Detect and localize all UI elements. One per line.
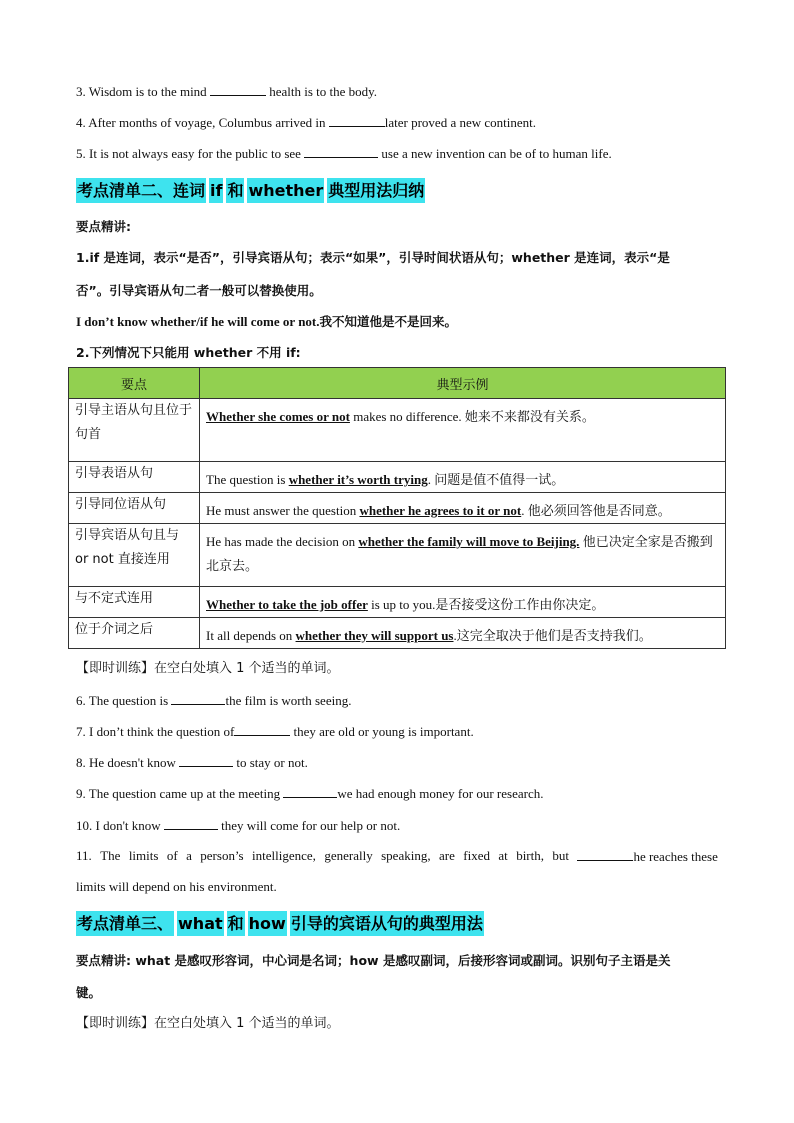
exercise-10 [76,816,400,835]
word: limits [128,848,159,863]
exercise-text: to stay or not. [236,755,308,770]
column-header-example: 典型示例 [200,368,726,399]
table-row [69,462,726,493]
heading-part: if [209,178,223,203]
exercise-text: 7. I don’t think the question of [76,724,235,739]
heading-part: whether [247,178,324,203]
answer-blank[interactable] [164,816,218,830]
key-points-label: 要点精讲: [76,219,131,234]
exercise-text: we had enough money for our research. [337,786,544,801]
exercise-text: 3. Wisdom is to the mind [76,84,207,99]
example-english: I don’t know whether/if he will come or not. [76,314,320,329]
exercise-3 [76,82,377,101]
exercise-text: 9. The question came up at the meeting [76,786,284,801]
exercise-text: use a new invention can be of to human life. [381,146,612,161]
heading-part: how [248,911,287,936]
exercise-text: 8. He doesn't know [76,755,180,770]
drill-label: 【即时训练】在空白处填入 1 个适当的单词。 [76,1016,340,1031]
example-sentence [76,313,457,331]
table-cell-example: It all depends on whether they will support us.这完全取决于他们是否支持我们。 [200,618,726,649]
underlined-clause: whether he agrees to it or not [359,503,522,518]
exercise-text: the film is worth seeing. [225,693,352,708]
word: The [100,848,121,863]
exercise-9 [76,784,543,803]
table-cell-point: 引导宾语从句且与 or not 直接连用 [69,524,200,587]
rule-1-line-1: 1.if 是连词，表示“是否”，引导宾语从句；表示“如果”，引导时间状语从句；whether 是连词，表示“是 [76,250,670,265]
key-points-line-2: 键。 [76,985,102,1000]
word: are [438,848,455,863]
word: fixed [463,848,490,863]
underlined-clause: whether the family will move to Beijing. [358,534,580,549]
example-chinese: 我不知道他是不是回来。 [319,314,458,329]
word: birth, [516,848,544,863]
word: of [166,848,178,863]
table-header-row [69,368,726,399]
table-cell-point: 位于介词之后 [69,618,200,649]
exercise-text: 5. It is not always easy for the public to see [76,146,301,161]
answer-blank[interactable] [283,784,337,798]
table-cell-example: Whether she comes or not makes no difference. 她来不来都没有关系。 [200,399,726,462]
section-heading-3 [76,911,484,936]
underlined-clause: whether they will support us [295,628,454,643]
exercise-text: they are old or young is important. [293,724,474,739]
exercise-text: 4. After months of voyage, Columbus arrived in [76,115,326,130]
word: person’s [200,848,244,863]
answer-blank[interactable] [210,82,266,96]
word: speaking, [381,848,431,863]
table-cell-point: 引导同位语从句 [69,493,200,524]
whether-usage-table [68,367,726,649]
heading-part: 引导的宾语从句的典型用法 [290,911,484,936]
exercise-text: 10. I don't know [76,818,164,833]
exercise-6 [76,691,351,710]
answer-blank[interactable] [179,753,233,767]
underlined-clause: Whether she comes or not [206,409,350,424]
exercise-11-line-2: limits will depend on his environment. [76,879,277,894]
heading-part: 和 [226,178,244,203]
exercise-text: later proved a new continent. [384,115,536,130]
exercise-5 [76,144,612,163]
exercise-11-line-1 [76,847,718,866]
word: intelligence, [252,848,316,863]
answer-blank[interactable] [577,847,633,861]
answer-blank[interactable] [234,722,290,736]
table-row [69,493,726,524]
drill-label: 【即时训练】在空白处填入 1 个适当的单词。 [76,661,340,676]
table-cell-example: Whether to take the job offer is up to you.是否接受这份工作由你决定。 [200,587,726,618]
exercise-text: they will come for our help or not. [221,818,401,833]
heading-part: 考点清单二、连词 [76,178,206,203]
section-heading-2 [76,178,425,203]
table-row [69,524,726,587]
column-header-point: 要点 [69,368,200,399]
table-cell-example: The question is whether it’s worth trying. 问题是值不值得一试。 [200,462,726,493]
rule-1-line-2: 否”。引导宾语从句二者一般可以替换使用。 [76,283,322,298]
underlined-clause: whether it’s worth trying [288,472,428,487]
word: generally [324,848,373,863]
word: at [498,848,508,863]
underlined-clause: Whether to take the job offer [206,597,368,612]
table-cell-point: 引导主语从句且位于句首 [69,399,200,462]
answer-blank[interactable] [329,113,385,127]
word: but [552,848,570,863]
table-cell-example: He has made the decision on whether the family will move to Beijing. 他已决定全家是否搬到北京去。 [200,524,726,587]
word: 11. [76,848,92,863]
heading-part: 和 [227,911,245,936]
word: a [186,848,192,863]
heading-part: 考点清单三、 [76,911,174,936]
rule-2: 2.下列情况下只能用 whether 不用 if: [76,345,301,360]
answer-blank[interactable] [304,144,378,158]
exercise-7 [76,722,474,741]
table-cell-point: 与不定式连用 [69,587,200,618]
answer-blank[interactable] [171,691,225,705]
exercise-8 [76,753,308,772]
exercise-text: he reaches these [633,849,718,864]
table-cell-example: He must answer the question whether he agrees to it or not. 他必须回答他是否同意。 [200,493,726,524]
exercise-text: health is to the body. [269,84,378,99]
heading-part: what [177,911,224,936]
heading-part: 典型用法归纳 [327,178,425,203]
exercise-4 [76,113,536,132]
key-points-line-1: 要点精讲: what 是感叹形容词，中心词是名词；how 是感叹副词，后接形容词或副词。识别句子主语是关 [76,953,671,968]
table-cell-point: 引导表语从句 [69,462,200,493]
table-row [69,587,726,618]
table-row [69,618,726,649]
exercise-text: 6. The question is [76,693,172,708]
table-row [69,399,726,462]
